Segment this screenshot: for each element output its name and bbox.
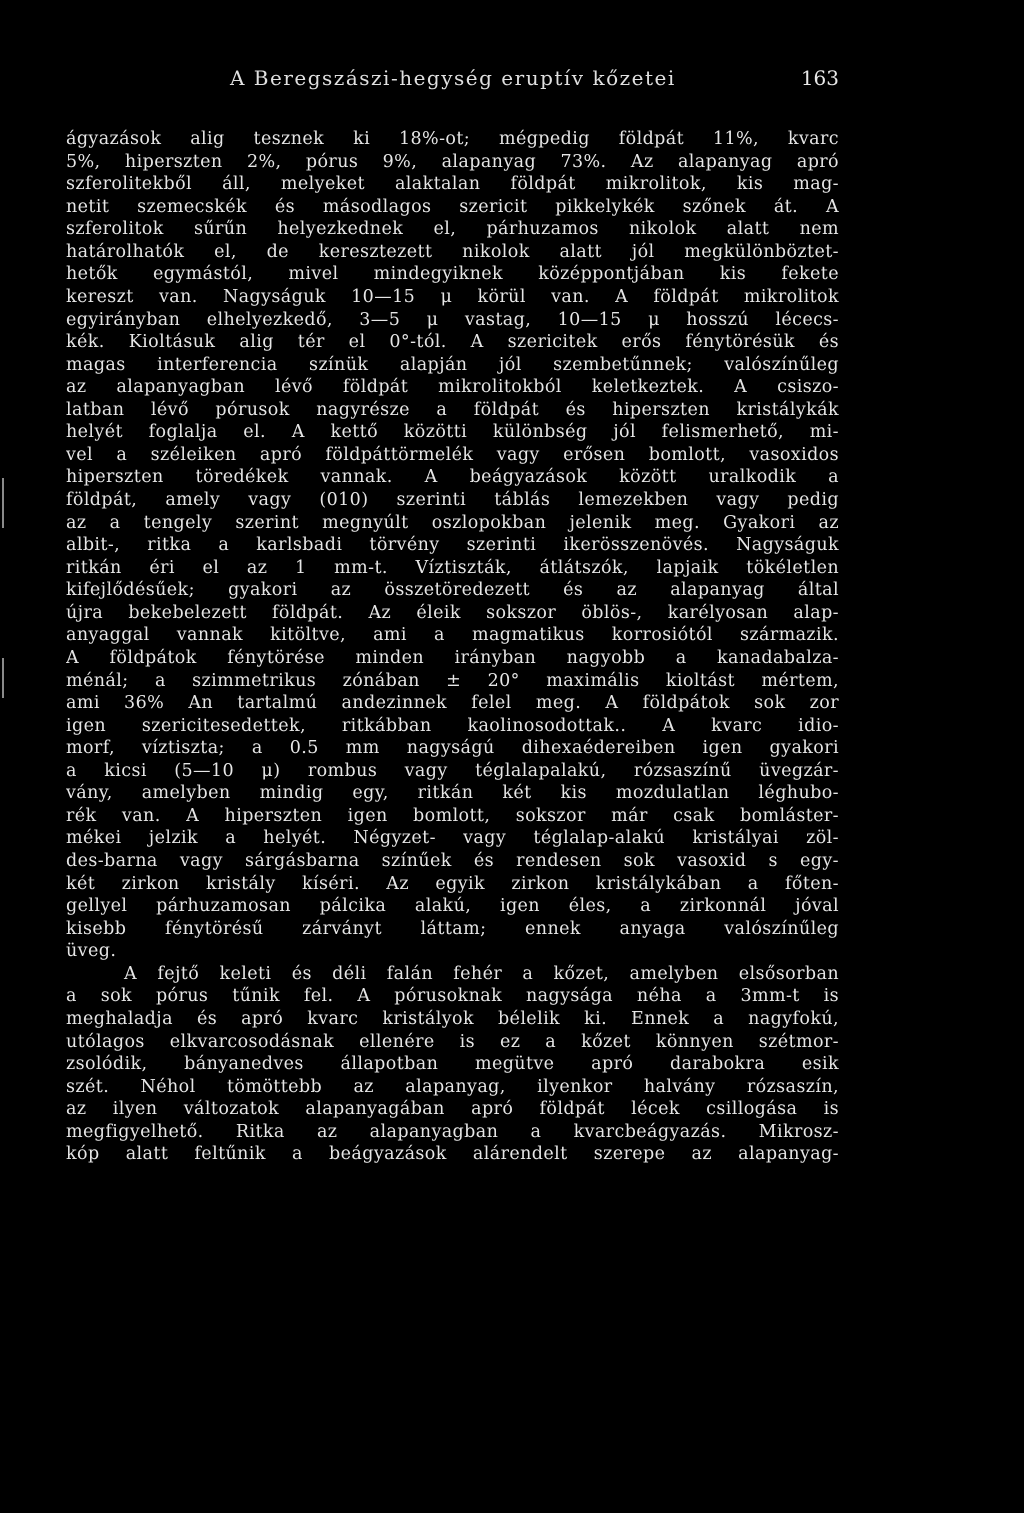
- text-line: mékei jelzik a helyét. Négyzet- vagy téglalap-alakú kristályai zöl-: [66, 828, 839, 849]
- text-line: helyét foglalja el. A kettő közötti különbség jól felismerhető, mi-: [66, 422, 839, 443]
- body-text: [66, 128, 839, 1166]
- text-line: a sok pórus tűnik fel. A pórusoknak nagysága néha a 3mm-t is: [66, 986, 839, 1007]
- text-line: morf, víztiszta; a 0.5 mm nagyságú dihexaédereiben igen gyakori: [66, 738, 839, 759]
- text-line: meghaladja és apró kvarc kristályok bélelik ki. Ennek a nagyfokú,: [66, 1008, 839, 1029]
- text-line: albit-, ritka a karlsbadi törvény szerinti ikerösszenövés. Nagyságuk: [66, 535, 839, 556]
- text-line: megfigyelhető. Ritka az alapanyagban a kvarcbeágyazás. Mikrosz-: [66, 1121, 839, 1142]
- text-line: netit szemecskék és másodlagos szericit pikkelykék szőnek át. A: [66, 196, 839, 217]
- text-line: A földpátok fénytörése minden irányban nagyobb a kanadabalza-: [66, 647, 839, 668]
- text-line: vel a széleiken apró földpáttörmelék vagy erősen bomlott, vasoxidos: [66, 444, 839, 465]
- text-line: az a tengely szerint megnyúlt oszlopokban jelenik meg. Gyakori az: [66, 512, 839, 533]
- text-line: hiperszten töredékek vannak. A beágyazások között uralkodik a: [66, 467, 839, 488]
- text-line: határolhatók el, de keresztezett nikolok alatt jól megkülönböztet-: [66, 241, 839, 262]
- text-line: zsolódik, bányanedves állapotban megütve apró darabokra esik: [66, 1054, 839, 1075]
- text-line: kereszt van. Nagyságuk 10—15 μ körül van. A földpát mikrolitok: [66, 286, 839, 307]
- text-line: des-barna vagy sárgásbarna színűek és rendesen sok vasoxid s egy-: [66, 851, 839, 871]
- page-number: 163: [800, 66, 839, 90]
- text-line: gellyel párhuzamosan pálcika alakú, igen éles, a zirkonnál jóval: [66, 896, 839, 917]
- left-margin-mark: [2, 478, 4, 528]
- text-line: szferolitekből áll, melyeket alaktalan földpát mikrolitok, kis mag-: [66, 174, 839, 195]
- text-line: szét. Néhol tömöttebb az alapanyag, ilyenkor halvány rózsaszín,: [66, 1076, 839, 1097]
- text-line: a kicsi (5—10 μ) rombus vagy téglalapalakú, rózsaszínű üvegzár-: [66, 760, 839, 781]
- text-line: újra bekebelezett földpát. Az éleik sokszor öblös-, karélyosan alap-: [66, 602, 839, 623]
- text-line: magas interferencia színük alapján jól szembetűnnek; valószínűleg: [66, 354, 839, 375]
- text-line: vány, amelyben mindig egy, ritkán két kis mozdulatlan léghubo-: [66, 783, 839, 804]
- text-line: kóp alatt feltűnik a beágyazások alárendelt szerepe az alapanyag-: [66, 1144, 839, 1165]
- left-margin-mark: [2, 658, 4, 698]
- text-line: egyirányban elhelyezkedő, 3—5 μ vastag, 10—15 μ hosszú lécecs-: [66, 309, 839, 330]
- text-line: az ilyen változatok alapanyagában apró földpát lécek csillogása is: [66, 1099, 839, 1120]
- text-line: igen szericitesedettek, ritkábban kaolinosodottak.. A kvarc idio-: [66, 715, 839, 736]
- text-line: latban lévő pórusok nagyrésze a földpát és hiperszten kristálykák: [66, 399, 839, 420]
- text-line: az alapanyagban lévő földpát mikrolitokból keletkeztek. A csiszo-: [66, 377, 839, 398]
- text-line: kisebb fénytörésű zárványt láttam; ennek anyaga valószínűleg: [66, 918, 839, 939]
- text-line: ritkán éri el az 1 mm-t. Víztiszták, átlátszók, lapjaik tökéletlen: [66, 557, 839, 578]
- text-line: 5%, hiperszten 2%, pórus 9%, alapanyag 73%. Az alapanyag apró: [66, 151, 839, 172]
- running-title: A Beregszászi-hegység eruptív kőzetei: [230, 66, 676, 90]
- text-line: földpát, amely vagy (010) szerinti táblás lemezekben vagy pedig: [66, 490, 839, 510]
- text-line: utólagos elkvarcosodásnak ellenére is ez a kőzet könnyen szétmor-: [66, 1031, 839, 1052]
- text-line: ami 36% An tartalmú andezinnek felel meg. A földpátok sok zor: [66, 693, 839, 714]
- text-line: hetők egymástól, mivel mindegyiknek középpontjában kis fekete: [66, 264, 839, 285]
- text-line: rék van. A hiperszten igen bomlott, sokszor már csak bomláster-: [66, 805, 839, 826]
- text-line: ágyazások alig tesznek ki 18%-ot; mégpedig földpát 11%, kvarc: [66, 129, 839, 149]
- text-line: anyaggal vannak kitöltve, ami a magmatikus korrosiótól származik.: [66, 625, 839, 646]
- text-line: szferolitok sűrűn helyezkednek el, párhuzamos nikolok alatt nem: [66, 219, 839, 240]
- text-line: kifejlődésűek; gyakori az összetöredezett és az alapanyag által: [66, 580, 839, 601]
- paragraph-first-line: A fejtő keleti és déli falán fehér a kőzet, amelyben elsősorban: [124, 963, 839, 984]
- paragraph-end-line: üveg.: [66, 941, 117, 962]
- text-line: két zirkon kristály kíséri. Az egyik zirkon kristálykában a főten-: [66, 873, 839, 894]
- text-line: kék. Kioltásuk alig tér el 0°-tól. A szericitek erős fénytörésük és: [66, 332, 839, 353]
- text-line: ménál; a szimmetrikus zónában ± 20° maximális kioltást mértem,: [66, 670, 839, 691]
